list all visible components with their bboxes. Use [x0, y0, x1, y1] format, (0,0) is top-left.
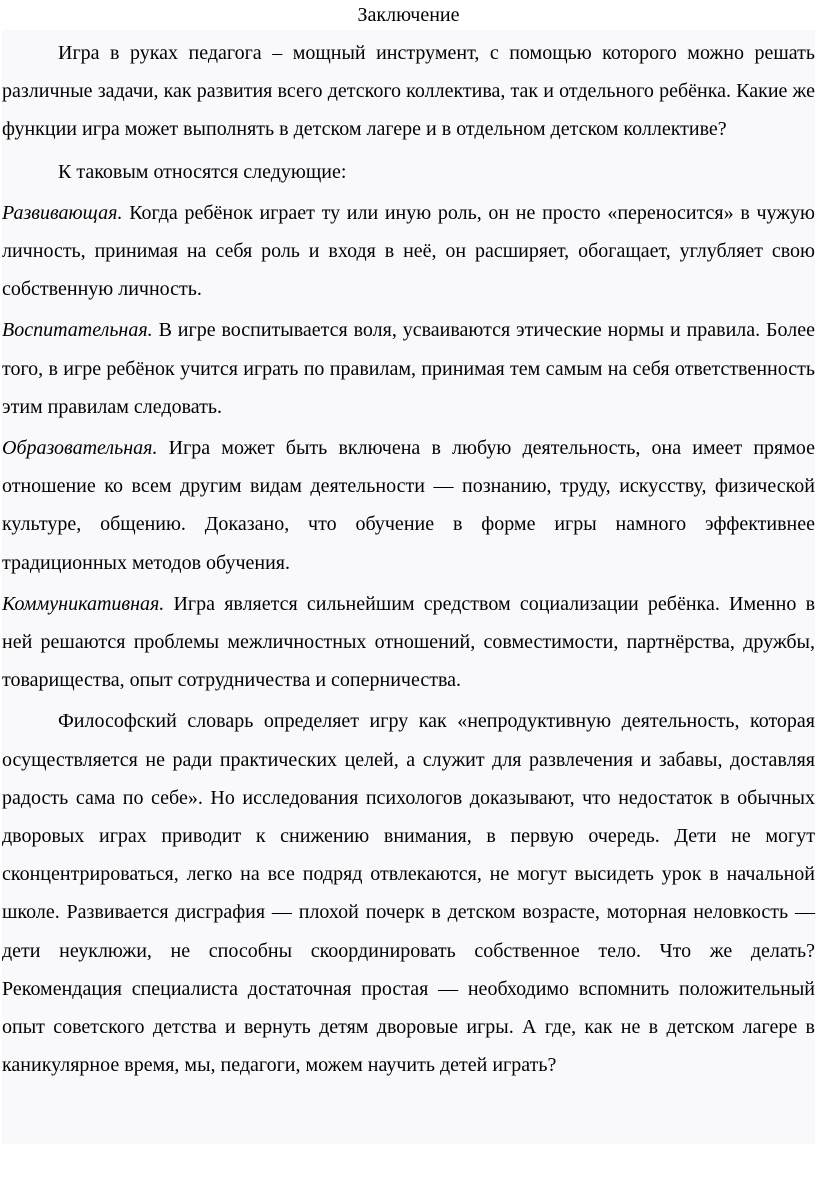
intro-paragraph: Игра в руках педагога – мощный инструмент, с помощью которого можно решать различные задачи, как развития всего детского коллектива, так и отдельного ребёнка. Какие же функции игра может выполнять в детском лагере и в отдельном детском коллективе? — [2, 42, 815, 141]
function-paragraph-teaching — [2, 429, 815, 582]
text-body — [2, 30, 815, 1144]
page-bottom-space — [2, 1084, 815, 1144]
function-name: Развивающая. — [2, 201, 123, 224]
function-name: Коммуникативная. — [2, 592, 165, 615]
function-paragraph-educating — [2, 311, 815, 426]
function-text: В игре воспитывается воля, усваиваются этические нормы и правила. Более того, в игре ребёнок учится играть по правилам, принимая тем самым на себя ответственность этим правилам следовать. — [2, 319, 816, 418]
lead-in-paragraph: К таковым относятся следующие: — [58, 160, 347, 183]
function-text: Когда ребёнок играет ту или иную роль, он не просто «переносится» в чужую личность, принимая на себя роль и входя в неё, он расширяет, обогащает, углубляет свою собственную личность. — [2, 201, 816, 301]
function-name: Образовательная. — [2, 437, 158, 460]
function-paragraph-communicative — [2, 585, 815, 700]
function-paragraph-developing — [2, 194, 815, 309]
conclusion-paragraph: Философский словарь определяет игру как «непродуктивную деятельность, которая осуществляется не ради практических целей, а служит для развлечения и забавы, доставляя радость сама по себе». Но исследования психологов доказывают, что недостаток в обычных дворовых играх приводит к снижению внимания, в первую очередь. Дети не могут сконцентрироваться, легко на все подряд отвлекаются, не могут высидеть урок в начальной школе. Развивается дисграфия — плохой почерк в детском возрасте, моторная неловкость — дети неуклюжи, не способны скоординировать собственное тело. Что же делать? Рекомендация специалиста достаточная простая — необходимо вспомнить положительный опыт советского детства и вернуть детям дворовые игры. А где, как не в детском лагере в каникулярное время, мы, педагоги, можем научить детей играть? — [2, 710, 815, 1077]
document-title: Заключение — [2, 2, 815, 30]
function-text: Игра является сильнейшим средством социализации ребёнка. Именно в ней решаются проблемы межличностных отношений, совместимости, партнёрства, дружбы, товарищества, опыт сотрудничества и соперничества. — [2, 592, 816, 692]
function-text: Игра может быть включена в любую деятельность, она имеет прямое отношение ко всем другим видам деятельности — познанию, труду, искусству, физической культуре, общению. Доказано, что обучение в форме игры намного эффективнее традиционных методов обучения. — [2, 437, 815, 574]
function-name: Воспитательная. — [2, 319, 153, 342]
